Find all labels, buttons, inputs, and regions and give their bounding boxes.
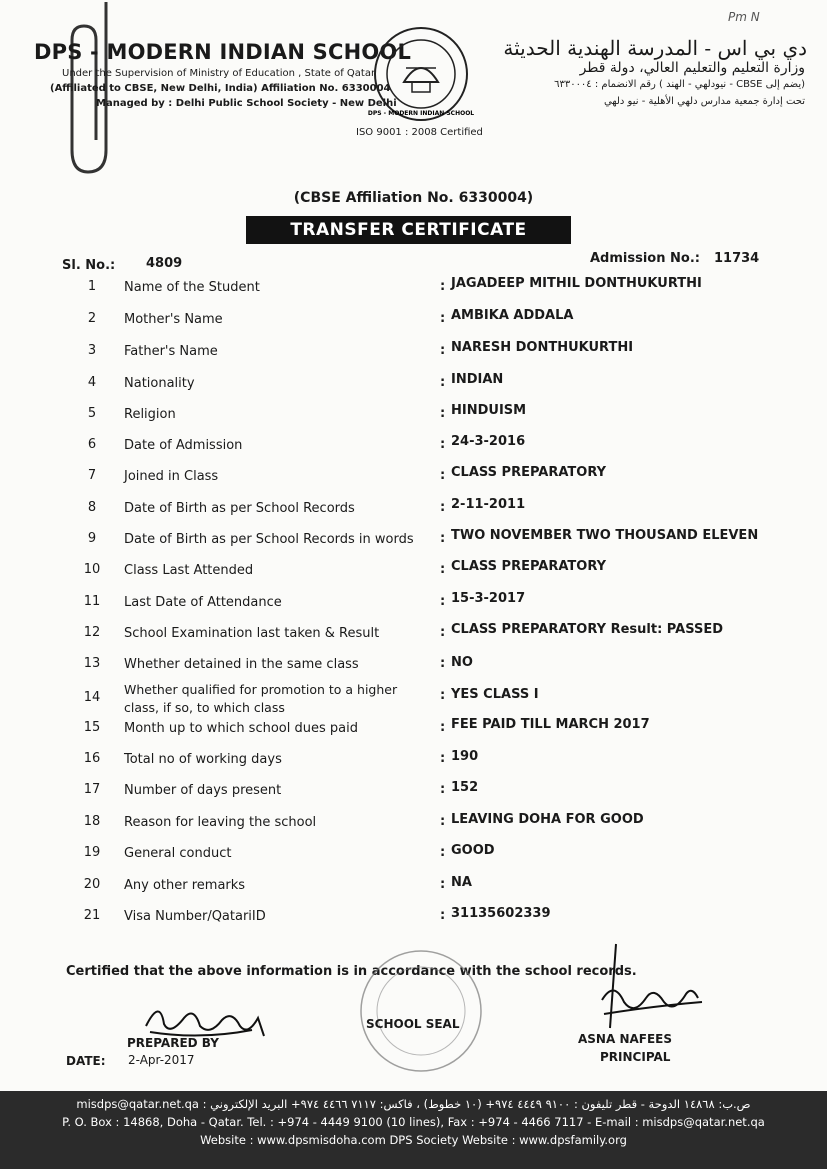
field-number: 12 [83, 625, 101, 640]
cbse-affiliation: (CBSE Affiliation No. 6330004) [293, 190, 534, 206]
date-label: DATE: [66, 1054, 106, 1068]
field-row: 14 Whether qualified for promotion to a higher class, if so, to which class : YES CLASS I [0, 681, 827, 719]
prepared-by-label: PREPARED BY [127, 1036, 219, 1050]
field-number: 4 [87, 375, 97, 390]
field-label: Date of Admission [124, 438, 243, 453]
field-row: 2 Mother's Name : AMBIKA ADDALA [0, 311, 827, 339]
field-row: 15 Month up to which school dues paid : FEE PAID TILL MARCH 2017 [0, 720, 827, 748]
field-value: 190 [451, 749, 479, 764]
school-logo [366, 24, 476, 124]
field-value: 2-11-2011 [451, 497, 526, 512]
field-number: 18 [83, 814, 101, 829]
field-value: CLASS PREPARATORY Result: PASSED [451, 622, 724, 637]
field-label: Joined in Class [124, 469, 219, 484]
management-line: Managed by : Delhi Public School Society - New Delhi [96, 98, 397, 109]
field-value: 15-3-2017 [451, 591, 526, 606]
field-row: 20 Any other remarks : NA [0, 877, 827, 905]
principal-title: PRINCIPAL [600, 1050, 671, 1064]
admission-number-label: Admission No.: [590, 251, 700, 266]
principal-signature [594, 940, 704, 1030]
field-row: 19 General conduct : GOOD [0, 845, 827, 873]
field-label: Reason for leaving the school [124, 815, 317, 830]
field-number: 19 [83, 845, 101, 860]
field-row: 21 Visa Number/QatariID : 31135602339 [0, 908, 827, 936]
affiliation-line: (Affiliated to CBSE, New Delhi, India) Affiliation No. 6330004 [50, 83, 391, 94]
field-value: CLASS PREPARATORY [451, 559, 607, 574]
field-row: 17 Number of days present : 152 [0, 782, 827, 810]
field-number: 3 [87, 343, 97, 358]
serial-number: 4809 [146, 256, 183, 271]
field-row: 8 Date of Birth as per School Records : 2-11-2011 [0, 500, 827, 528]
field-value: YES CLASS I [451, 687, 539, 702]
footer-contact: P. O. Box : 14868, Doha - Qatar. Tel. : +974 - 4449 9100 (10 lines), Fax : +974 - 4466 7117 - E-mail : misdps@qatar.net.qa [62, 1115, 765, 1129]
principal-name: ASNA NAFEES [578, 1032, 673, 1046]
field-value: HINDUISM [451, 403, 527, 418]
logo-caption: DPS - MODERN INDIAN SCHOOL [367, 110, 475, 117]
school-seal-stamp [356, 946, 486, 1076]
field-row: 11 Last Date of Attendance : 15-3-2017 [0, 594, 827, 622]
supervision-line: Under the Supervision of Ministry of Education , State of Qatar [62, 68, 376, 79]
iso-certification: ISO 9001 : 2008 Certified [356, 127, 483, 138]
school-name: DPS - MODERN INDIAN SCHOOL [34, 40, 412, 64]
serial-number-label: Sl. No.: [62, 258, 116, 273]
field-row: 6 Date of Admission : 24-3-2016 [0, 437, 827, 465]
field-label: Religion [124, 407, 176, 422]
field-label: Date of Birth as per School Records in words [124, 532, 414, 547]
field-label: Class Last Attended [124, 563, 254, 578]
admission-number: 11734 [714, 251, 760, 266]
field-number: 9 [87, 531, 97, 546]
field-number: 2 [87, 311, 97, 326]
field-value: INDIAN [451, 372, 504, 387]
certification-statement: Certified that the above information is in accordance with the school records. [66, 964, 637, 979]
field-label: Date of Birth as per School Records [124, 501, 355, 516]
field-number: 15 [83, 720, 101, 735]
arabic-ministry-line: وزارة التعليم والتعليم العالي، دولة قطر [579, 60, 805, 76]
field-label: Total no of working days [124, 752, 282, 767]
issue-date: 2-Apr-2017 [128, 1053, 195, 1067]
field-row: 3 Father's Name : NARESH DONTHUKURTHI [0, 343, 827, 371]
field-number: 7 [87, 468, 97, 483]
field-row: 5 Religion : HINDUISM [0, 406, 827, 434]
field-number: 5 [87, 406, 97, 421]
field-row: 1 Name of the Student : JAGADEEP MITHIL DONTHUKURTHI [0, 279, 827, 307]
field-row: 4 Nationality : INDIAN [0, 375, 827, 403]
field-value: 24-3-2016 [451, 434, 526, 449]
field-number: 14 [83, 690, 101, 705]
field-label: General conduct [124, 846, 232, 861]
field-row: 16 Total no of working days : 190 [0, 751, 827, 779]
field-number: 6 [87, 437, 97, 452]
footer-websites: Website : www.dpsmisdoha.com DPS Society Website : www.dpsfamily.org [200, 1133, 627, 1147]
field-number: 11 [83, 594, 101, 609]
field-label: Father's Name [124, 344, 218, 359]
field-label: School Examination last taken & Result [124, 626, 380, 641]
field-value: LEAVING DOHA FOR GOOD [451, 812, 644, 827]
footer-arabic-contact: ص.ب: ١٤٨٦٨ الدوحة - قطر تليفون : ٩١٠٠ ٤٤٤٩ ٩٧٤+ (١٠ خطوط) ، فاكس: ٧١١٧ ٤٤٦٦ ٩٧٤+ البريد الإلكتروني : misdps@qatar.net.qa [76, 1097, 751, 1111]
field-label: Any other remarks [124, 878, 246, 893]
field-number: 10 [83, 562, 101, 577]
field-row: 13 Whether detained in the same class : NO [0, 656, 827, 684]
field-label: Whether detained in the same class [124, 657, 359, 672]
field-value: TWO NOVEMBER TWO THOUSAND ELEVEN [451, 528, 759, 543]
field-value: NO [451, 655, 473, 670]
field-value: AMBIKA ADDALA [451, 308, 574, 323]
field-value: NARESH DONTHUKURTHI [451, 340, 634, 355]
field-value: 31135602339 [451, 906, 551, 921]
field-value: JAGADEEP MITHIL DONTHUKURTHI [451, 276, 702, 291]
field-label: Visa Number/QatariID [124, 909, 266, 924]
arabic-school-name: دي بي اس - المدرسة الهندية الحديثة [503, 36, 807, 60]
field-value: NA [451, 875, 472, 890]
school-seal-label: SCHOOL SEAL [366, 1017, 460, 1031]
field-value: GOOD [451, 843, 495, 858]
field-label: Name of the Student [124, 280, 260, 295]
field-number: 21 [83, 908, 101, 923]
field-label: Nationality [124, 376, 195, 391]
field-row: 7 Joined in Class : CLASS PREPARATORY [0, 468, 827, 496]
arabic-management-line: تحت إدارة جمعية مدارس دلهي الأهلية - نيو دلهي [603, 96, 805, 107]
field-number: 13 [83, 656, 101, 671]
field-label: Mother's Name [124, 312, 223, 327]
field-row: 12 School Examination last taken & Result : CLASS PREPARATORY Result: PASSED [0, 625, 827, 653]
field-row: 9 Date of Birth as per School Records in words : TWO NOVEMBER TWO THOUSAND ELEVEN [0, 531, 827, 559]
field-number: 16 [83, 751, 101, 766]
field-label: Month up to which school dues paid [124, 721, 358, 736]
field-number: 17 [83, 782, 101, 797]
field-number: 20 [83, 877, 101, 892]
footer-bar [0, 1091, 827, 1169]
field-value: FEE PAID TILL MARCH 2017 [451, 717, 650, 732]
field-label: Last Date of Attendance [124, 595, 282, 610]
field-number: 8 [87, 500, 97, 515]
arabic-affiliation-line: (يضم إلى CBSE - نيودلهي - الهند ) رقم الانضمام : ٦٣٣٠٠٠٤ [554, 79, 805, 90]
field-label: Number of days present [124, 783, 282, 798]
field-label: Whether qualified for promotion to a higher class, if so, to which class [124, 682, 398, 715]
handwritten-note: Pm N [728, 10, 760, 24]
field-value: CLASS PREPARATORY [451, 465, 607, 480]
field-number: 1 [87, 279, 97, 294]
certificate-title: TRANSFER CERTIFICATE [246, 216, 571, 244]
field-row: 18 Reason for leaving the school : LEAVING DOHA FOR GOOD [0, 814, 827, 842]
field-value: 152 [451, 780, 479, 795]
field-row: 10 Class Last Attended : CLASS PREPARATORY [0, 562, 827, 590]
